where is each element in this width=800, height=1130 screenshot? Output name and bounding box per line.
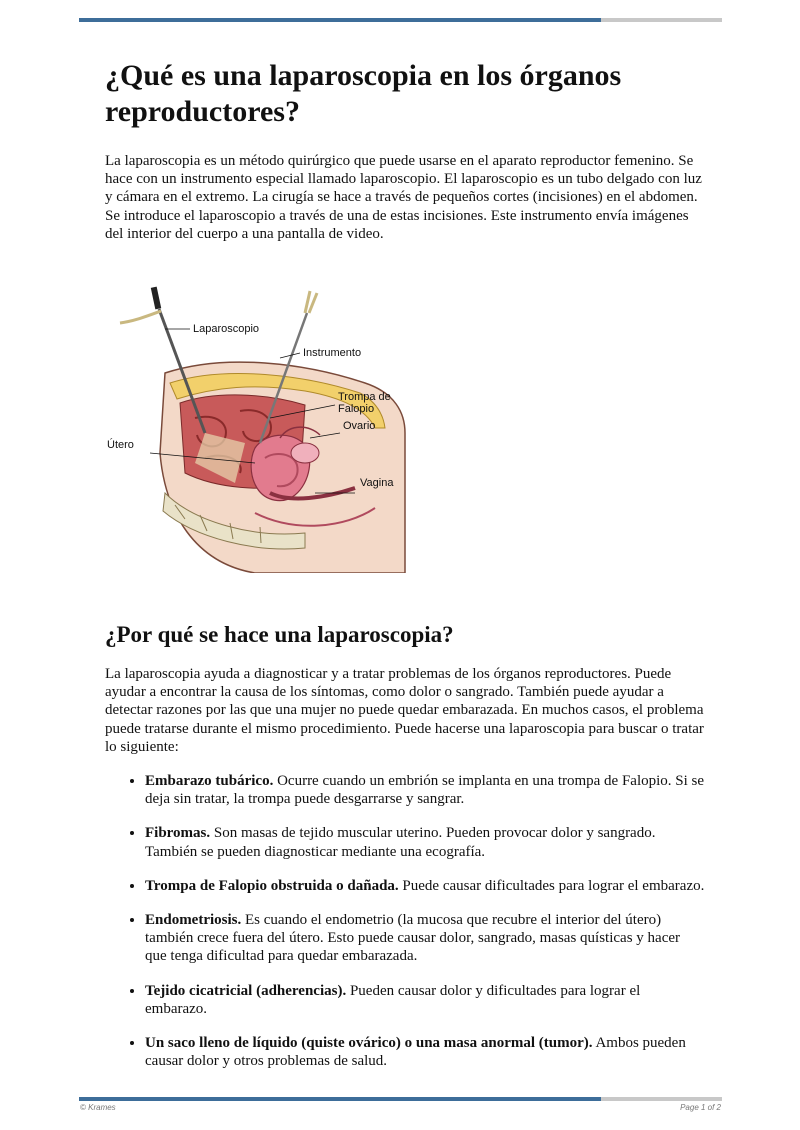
label-laparoscopio: Laparoscopio (193, 323, 260, 336)
list-item-text: Ambos pueden causar dolor y otros problemas de salud. (145, 1035, 686, 1070)
anatomy-drawing (105, 283, 425, 573)
list-item (145, 982, 705, 1018)
list-item (145, 877, 705, 895)
list-item (145, 824, 705, 860)
footer-page-number: Page 1 of 2 (680, 1103, 721, 1112)
laparoscopy-illustration (105, 283, 425, 573)
label-ovario: Ovario (343, 420, 376, 433)
intro-paragraph: La laparoscopia es un método quirúrgico que puede usarse en el aparato reproductor femenino. Se hace con un instrumento especial llamado laparoscopio. El laparoscopio es un tubo delgado con luz y cámara en el extremo. La cirugía se hace a través de pequeños cortes (incisiones) en el abdomen. Se introduce el laparoscopio a través de una de estas incisiones. Este instrumento envía imágenes del interior del cuerpo a una pantalla de video. (105, 153, 702, 242)
top-progress-bar (79, 18, 722, 22)
list-item-term: Endometriosis. (145, 912, 242, 929)
list-item-term: Fibromas. (145, 825, 211, 842)
list-item-text: Es cuando el endometrio (la mucosa que recubre el interior del útero) también crece fuera del útero. Esto puede causar dolor, sangrado, masas quísticas y hacer que tenga dificultad para quedar embarazada. (145, 912, 681, 965)
list-item (145, 911, 705, 966)
list-item-term: Un saco lleno de líquido (quiste ovárico) o una masa anormal (tumor). (145, 1035, 593, 1052)
list-item-term: Tejido cicatricial (adherencias). (145, 982, 347, 999)
footer-copyright: © Krames (80, 1103, 116, 1112)
list-item-text: Ocurre cuando un embrión se implanta en una trompa de Falopio. Si se deja sin tratar, la trompa puede desgarrarse y sangrar. (145, 773, 705, 808)
conditions-list (105, 772, 705, 1070)
list-item-term: Embarazo tubárico. (145, 773, 274, 790)
list-item (145, 772, 705, 808)
section-paragraph: La laparoscopia ayuda a diagnosticar y a tratar problemas de los órganos reproductores. Puede ayudar a encontrar la causa de los síntomas, como dolor o sangrado. También puede ayudar a detectar razones por las que una mujer no puede quedar embarazada. En muchos casos, el problema puede tratarse durante el mismo procedimiento. Puede hacerse una laparoscopia para buscar o tratar lo siguiente: (105, 666, 704, 755)
page-title: ¿Qué es una laparoscopia en los órganos reproductores? (105, 59, 622, 128)
list-item-text: Puede causar dificultades para lograr el embarazo. (398, 877, 705, 894)
label-utero: Útero (107, 439, 134, 452)
label-vagina: Vagina (360, 477, 394, 490)
label-trompa-line1: Trompa de (338, 391, 391, 404)
label-instrumento: Instrumento (303, 347, 362, 360)
document-body (105, 58, 705, 1086)
list-item (145, 1034, 705, 1070)
label-trompa-line2: Falopio (338, 403, 375, 416)
list-item-text: Pueden causar dolor y dificultades para lograr el embarazo. (145, 982, 641, 1017)
bottom-progress-bar (79, 1097, 722, 1101)
list-item-text: Son masas de tejido muscular uterino. Pueden provocar dolor y sangrado. También se pueden diagnosticar mediante una ecografía. (145, 825, 656, 860)
section-heading: ¿Por qué se hace una laparoscopia? (105, 622, 454, 648)
list-item-term: Trompa de Falopio obstruida o dañada. (145, 877, 399, 894)
